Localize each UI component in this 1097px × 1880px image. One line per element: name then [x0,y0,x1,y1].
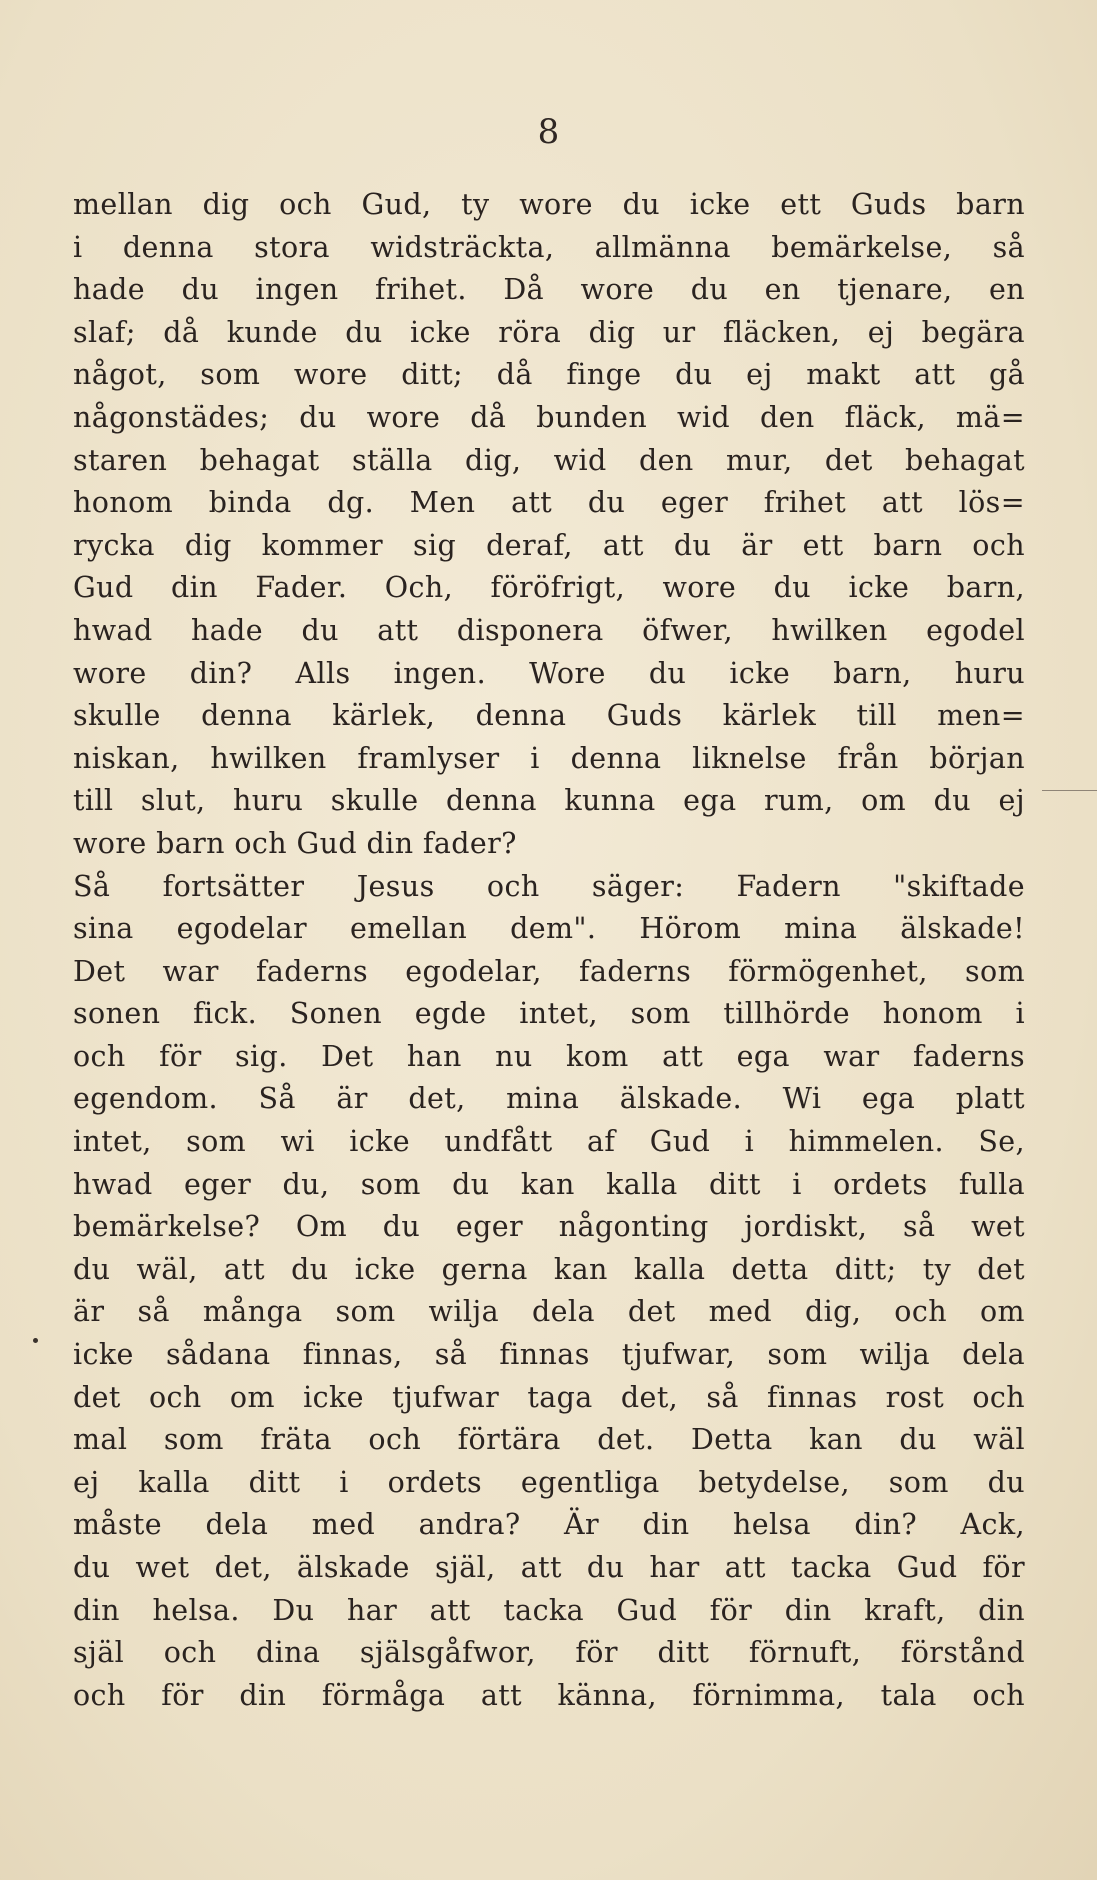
text-line: du wäl, att du icke gerna kan kalla detta ditt; ty det [73,1252,1025,1286]
text-line: Det war faderns egodelar, faderns förmögenhet, som [73,954,1025,988]
text-line: skulle denna kärlek, denna Guds kärlek till men= [73,699,1025,733]
text-line: du wet det, älskade själ, att du har att tacka Gud för [73,1551,1025,1584]
text-line: sonen fick. Sonen egde intet, som tillhörde honom i [73,997,1025,1031]
text-line: slaf; då kunde du icke röra dig ur fläcken, ej begära [73,315,1025,349]
text-line: i denna stora widsträckta, allmänna bemärkelse, så [73,230,1025,264]
text-line: rycka dig kommer sig deraf, att du är ett barn och [73,528,1025,562]
text-line: sina egodelar emellan dem". Hörom mina älskade! [73,912,1025,946]
text-line: hade du ingen frihet. Då wore du en tjenare, en [73,273,1025,307]
text-line: egendom. Så är det, mina älskade. Wi ega platt [73,1082,1025,1116]
text-line: hwad eger du, som du kan kalla ditt i ordets fulla [73,1167,1025,1201]
text-line: är så många som wilja dela det med dig, och om [73,1295,1025,1329]
text-line: någonstädes; du wore då bunden wid den fläck, mä= [73,400,1025,434]
page-number: 8 [537,112,560,152]
text-line: Gud din Fader. Och, föröfrigt, wore du icke barn, [73,571,1025,605]
text-line: Så fortsätter Jesus och säger: Fadern "skiftade [73,869,1025,903]
text-line: själ och dina själsgåfwor, för ditt förnuft, förstånd [73,1636,1025,1670]
text-line: och för din förmåga att känna, förnimma, tala och [73,1678,1025,1712]
text-line: mellan dig och Gud, ty wore du icke ett Guds barn [73,188,1025,221]
text-line: din helsa. Du har att tacka Gud för din kraft, din [73,1593,1025,1627]
text-line: måste dela med andra? Är din helsa din? Ack, [73,1508,1025,1542]
page-fold-mark [1042,790,1097,791]
text-line: wore barn och Gud din fader? [73,826,517,860]
text-line: ej kalla ditt i ordets egentliga betydelse, som du [73,1465,1025,1499]
body-text [73,184,1025,1717]
text-line: staren behagat ställa dig, wid den mur, det behagat [73,443,1025,477]
ink-dot [33,1338,38,1343]
text-line: wore din? Alls ingen. Wore du icke barn, huru [73,656,1025,690]
text-line: hwad hade du att disponera öfwer, hwilken egodel [73,613,1025,647]
text-line: honom binda dg. Men att du eger frihet att lös= [73,486,1025,520]
text-line: icke sådana finnas, så finnas tjufwar, som wilja dela [73,1338,1025,1372]
text-line: niskan, hwilken framlyser i denna liknelse från början [73,741,1025,775]
text-line: intet, som wi icke undfått af Gud i himmelen. Se, [73,1125,1025,1159]
text-line: mal som fräta och förtära det. Detta kan du wäl [73,1423,1025,1457]
text-line: något, som wore ditt; då finge du ej makt att gå [73,358,1025,392]
text-line: till slut, huru skulle denna kunna ega rum, om du ej [73,784,1025,818]
text-line: och för sig. Det han nu kom att ega war faderns [73,1039,1025,1073]
text-line: det och om icke tjufwar taga det, så finnas rost och [73,1380,1025,1414]
text-line: bemärkelse? Om du eger någonting jordiskt, så wet [73,1210,1025,1244]
